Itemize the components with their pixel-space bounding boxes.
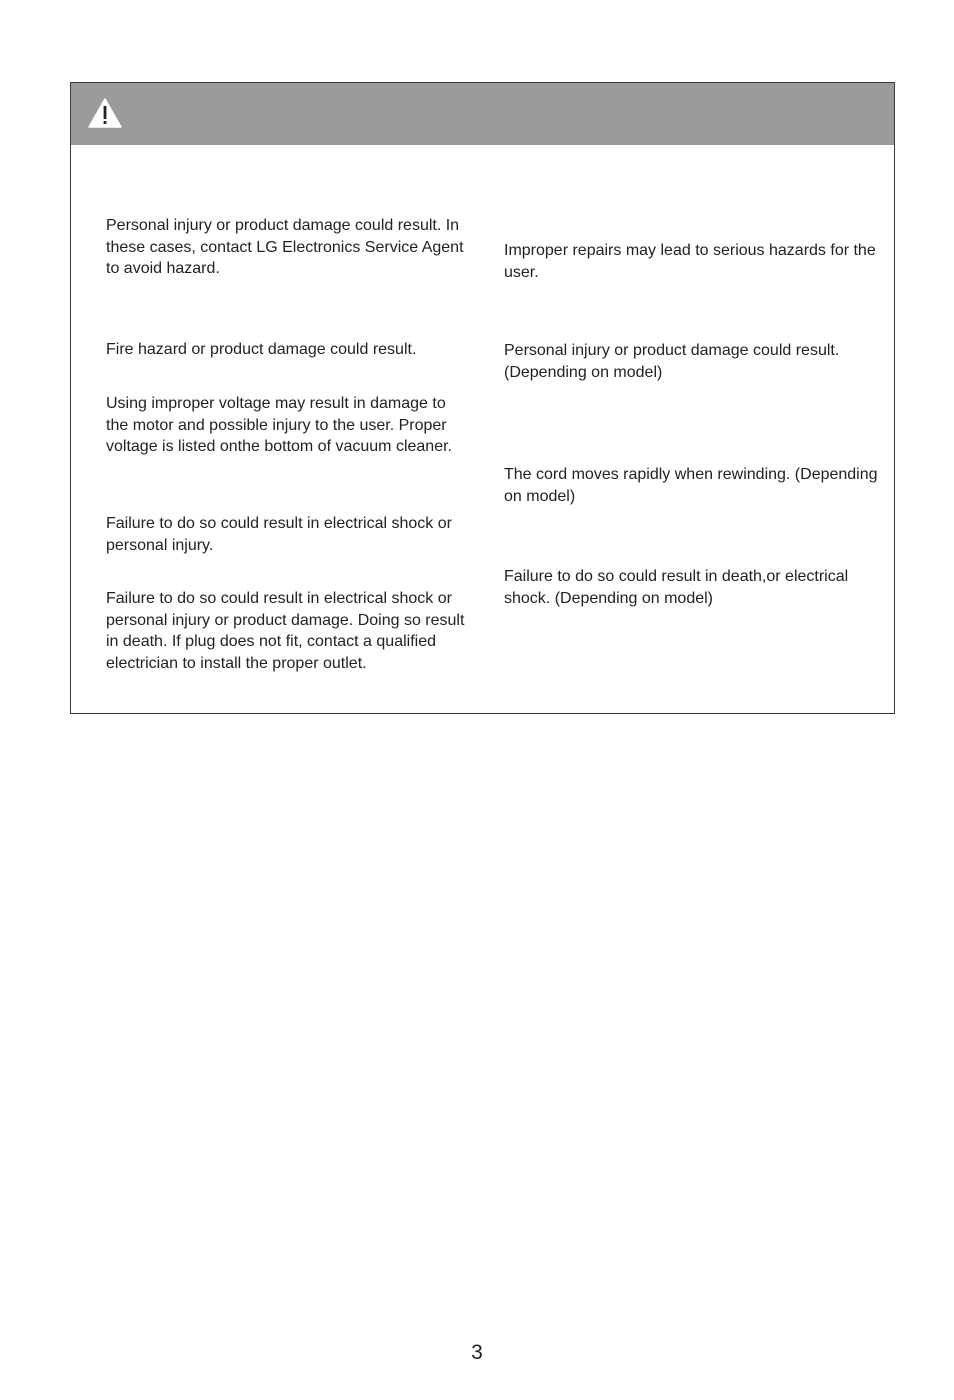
warning-text-left-5: Failure to do so could result in electrical shock or personal injury or product damage. Doing so result in death. If plug does not fit, contact a qualified electrician to install the proper outlet. — [106, 590, 465, 672]
page-number: 3 — [471, 1341, 483, 1364]
warning-triangle-icon — [87, 97, 123, 129]
warning-box — [70, 82, 895, 714]
warning-header — [71, 83, 894, 145]
warning-text-right-2: Personal injury or product damage could result. (Depending on model) — [504, 342, 840, 381]
warning-text-left-1: Personal injury or product damage could result. In these cases, contact LG Electronics Service Agent to avoid hazard. — [106, 217, 464, 277]
warning-text-left-4: Failure to do so could result in electrical shock or personal injury. — [106, 515, 452, 554]
warning-text-left-2: Fire hazard or product damage could result. — [106, 341, 417, 358]
warning-text-right-4: Failure to do so could result in death,or electrical shock. (Depending on model) — [504, 568, 849, 607]
warning-text-left-3: Using improper voltage may result in damage to the motor and possible injury to the user. Proper voltage is listed onthe bottom of vacuum cleaner. — [106, 395, 452, 455]
warning-text-right-3: The cord moves rapidly when rewinding. (Depending on model) — [504, 466, 878, 505]
warning-text-right-1: Improper repairs may lead to serious hazards for the user. — [504, 242, 876, 281]
